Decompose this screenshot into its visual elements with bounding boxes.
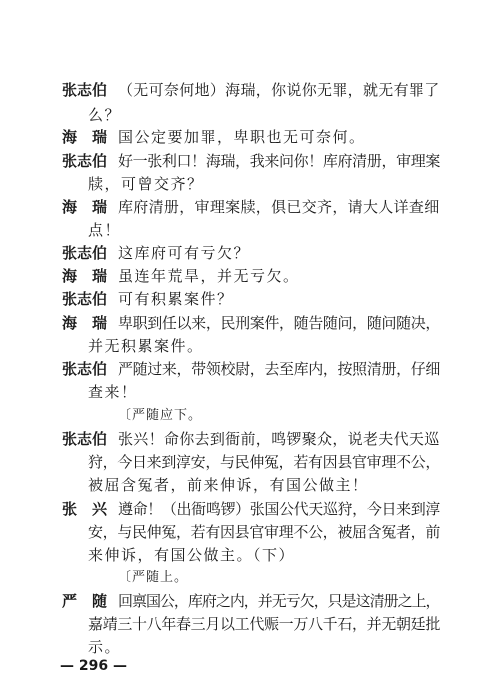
speaker-name: 张志伯 xyxy=(62,152,108,170)
dialogue-text: 狩，今日来到淳安，与民伸冤，若有因县官审理不公， xyxy=(88,453,441,471)
speaker-name: 严 随 xyxy=(62,592,108,610)
speaker-name: 海 瑞 xyxy=(62,128,108,146)
dialogue-text: 被屈含冤者，前来伸诉，有国公做主！ xyxy=(88,476,369,494)
dialogue-text: 安，与民伸冤，若有因县官审理不公，被屈含冤者，前 xyxy=(88,523,441,541)
dialogue-text: 遵命！（出衙鸣锣）张国公代天巡狩，今日来到淳 xyxy=(118,500,441,518)
dialogue-text: 可有积累案件？ xyxy=(118,290,234,308)
dialogue-text: 点！ xyxy=(88,221,122,239)
dialogue-text: 示。 xyxy=(88,638,122,656)
dialogue-text: 回禀国公，库府之内，并无亏欠，只是这清册之上， xyxy=(118,592,440,610)
dialogue-text: 么？ xyxy=(88,106,122,124)
dialogue-text: 国公定要加罪，卑职也无可奈何。 xyxy=(118,128,366,146)
speaker-name: 张志伯 xyxy=(62,81,108,99)
dialogue-text: （无可奈何地）海瑞，你说你无罪，就无有罪了 xyxy=(118,81,440,99)
dialogue-text: 张兴！命你去到衙前，鸣锣聚众，说老夫代天巡 xyxy=(118,430,440,448)
speaker-name: 张志伯 xyxy=(62,244,108,262)
speaker-name: 海 瑞 xyxy=(62,314,108,332)
dialogue-text: 并无积累案件。 xyxy=(88,337,204,355)
page-number: — 296 — xyxy=(60,658,127,674)
speaker-name: 张 兴 xyxy=(62,500,108,518)
stage-direction-text: 〔严随上。 xyxy=(118,570,189,585)
dialogue-text: 虽连年荒旱，并无亏欠。 xyxy=(118,267,300,285)
dialogue-text: 好一张利口！海瑞，我来问你！库府清册，审理案 xyxy=(118,152,441,170)
stage-direction-text: 〔严随应下。 xyxy=(118,408,203,423)
speaker-name: 张志伯 xyxy=(62,290,108,308)
speaker-name: 张志伯 xyxy=(62,360,108,378)
dialogue-text: 严随过来，带领校尉，去至库内，按照清册，仔细 xyxy=(118,360,441,378)
speaker-name: 海 瑞 xyxy=(62,267,108,285)
dialogue-text: 牍，可曾交齐？ xyxy=(88,175,204,193)
dialogue-text: 卑职到任以来，民刑案件，随告随问，随问随决， xyxy=(118,314,441,332)
dialogue-text: 库府清册，审理案牍，俱已交齐，请大人详查细 xyxy=(118,198,440,216)
dialogue-text: 这库府可有亏欠？ xyxy=(118,244,251,262)
dialogue-text: 来伸诉，有国公做主。（下） xyxy=(88,546,296,564)
speaker-name: 张志伯 xyxy=(62,430,108,448)
dialogue-text: 嘉靖三十八年春三月以工代赈一万八千石，并无朝廷批 xyxy=(88,615,441,633)
speaker-name: 海 瑞 xyxy=(62,198,108,216)
dialogue-text: 查来！ xyxy=(88,383,138,401)
